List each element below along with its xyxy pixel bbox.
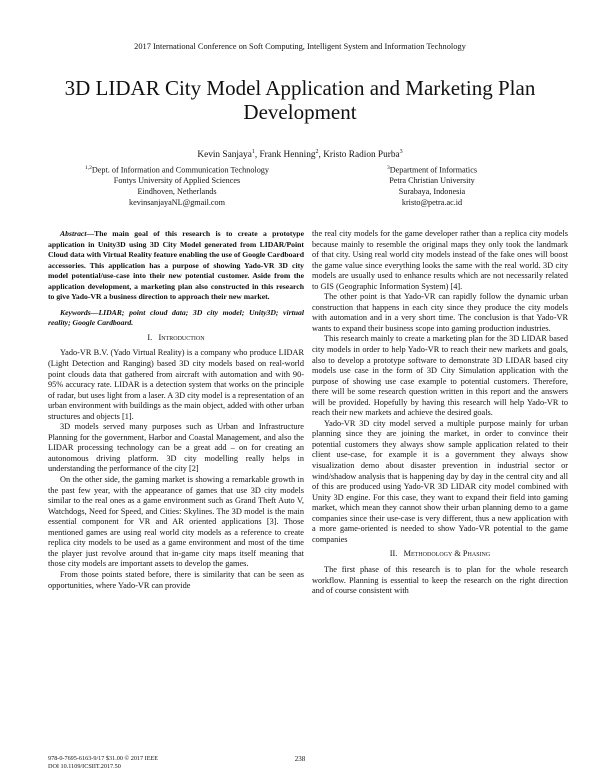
affiliation-superscript: 1,2	[85, 165, 92, 171]
abstract	[48, 229, 304, 303]
author-name: Frank Henning	[259, 150, 316, 161]
keywords-text: —LIDAR; point cloud data; 3D city model; Unity3D; virtual reality; Google Cardboard.	[48, 307, 304, 328]
body-paragraph: From those points stated before, there is similarity that can be seen as opportunities, where Yado-VR can provide	[48, 569, 304, 590]
author-name: Kevin Sanjaya	[197, 150, 252, 161]
page-number: 238	[294, 755, 306, 763]
body-paragraph: 3D models served many purposes such as Urban and Infrastructure Planning for the government, Harbor and Coastal Management, and also the LIDAR processing technology can be a great add – on for creating an autonomous driving platform. 3D city modelling really helps in understanding the performance of the city [2]	[48, 422, 304, 474]
conference-header: 2017 International Conference on Soft Computing, Intelligent System and Information Technology	[134, 42, 466, 51]
body-paragraph: On the other side, the gaming market is showing a remarkable growth in the past few year, with the appearance of games that use 3D city models similar to the real ones as a game environment such as Grand Theft Auto V, Watchdogs, Need for Speed, and Cities: Skylines. The 3D model is the main essential component for VR and AR oriented applications [3]. Those mentioned games are using real world city models as a reference to create replica city models to be used as a game environment and most of the time the player just revolve around that in-game city maps itself meaning that those city models are important assets to develop the games.	[48, 475, 304, 569]
affiliation-line: Dept. of Information and Communication Technology	[91, 165, 269, 175]
section-heading	[48, 333, 304, 344]
affiliation-right	[332, 163, 532, 208]
author-line: Kevin Sanjaya$^1$, Frank Henning$^2$, Kristo Radion Purba$^3$	[197, 149, 403, 161]
paper-title: 3D LIDAR City Model Application and Marketing Plan Development	[64, 76, 536, 124]
body-paragraph: The first phase of this research is to plan for the whole research workflow. Planning is essential to keep the research on the right direction and of course consistent with	[312, 564, 568, 596]
left-column	[48, 229, 304, 591]
author-superscript: 1	[251, 149, 255, 155]
author-superscript: 3	[399, 149, 403, 155]
body-paragraph: the real city models for the game developer rather than a replica city models because mainly to resemble the original maps they only took the landmark of that city. Using real world city models instead of the fake ones will boost the game value since everything looks the same with the real world. 3D city models are usually used to enhance results which are not necessarily related to GIS (Geographic Information System) [4].	[312, 229, 568, 291]
body-paragraph: Yado-VR B.V. (Yado Virtual Reality) is a company who produce LIDAR (Light Detection and Ranging) based 3D city models based on real-world point clouds data that gathered from aircraft with automation and with 90-95% accuracy rate. LIDAR is a detection system that works on the principle of radar, but uses light from a laser. A 3D city model is a representation of an urban environment with buildings as the main object, added with other urban structures and objects [1].	[48, 348, 304, 421]
affiliation-email[interactable]: kevinsanjayaNL@gmail.com	[129, 197, 225, 207]
keywords	[48, 308, 304, 329]
body-paragraph: This research mainly to create a marketing plan for the 3D LIDAR based city models in order to help Yado-VR to reach their new markets and goals, also to develop a prototype software to demonstrate 3D LIDAR based city models use case in the form of 3D City Simulation application with the purpose of showing use case example to potential customers. Therefore, there will be some research question written in this report and the answers will be provided. Hopefully by having this research will help Yado-VR to reach their new markets and achieve the desired goals.	[312, 334, 568, 418]
affiliation-email[interactable]: kristo@petra.ac.id	[401, 197, 463, 207]
affiliation-left	[52, 163, 302, 208]
keywords-label: Keywords	[60, 307, 91, 317]
affiliation-line: Petra Christian University	[389, 176, 475, 186]
author-name: Kristo Radion Purba	[323, 150, 400, 161]
abstract-text: —The main goal of this research is to create a prototype application in Unity3D using 3D City Model generated from LIDAR/Point Cloud data with Virtual Reality feature enabling the use of Google Cardboard accessories. This application has a purpose of showing Yado-VR 3D city model potential/use-case into their new potential customer. Aside from the application development, a marketing plan also constructed in this research to give Yado-VR a business direction to approach their new market.	[48, 229, 304, 302]
section-heading	[312, 549, 568, 560]
affiliation-line: Eindhoven, Netherlands	[137, 186, 217, 196]
section-title: Methodology & Phasing	[403, 549, 491, 559]
affiliation-line: Surabaya, Indonesia	[398, 186, 466, 196]
affiliation-line: Fontys University of Applied Sciences	[113, 176, 241, 186]
section-number: I.	[147, 332, 153, 342]
footer-isbn: 978-0-7695-6163-9/17 $31.00 © 2017 IEEE	[48, 755, 159, 762]
affiliation-superscript: 3	[386, 165, 390, 171]
right-column	[312, 229, 568, 597]
section-number: II.	[389, 549, 398, 559]
body-paragraph: Yado-VR 3D city model served a multiple purpose mainly for urban planning since they are joining the market, in order to convince their potential customers they always show sample application related to their client use-case, for example it is a government they always show visualization demo about disaster prevention in industrial sector or wind/shadow analysis that is happening day by day in the central city and all of this are produced using Yado-VR 3D LIDAR city model combined with Unity 3D engine. For this case, they want to expand their field into gaming market, which mean they cannot show their urban planning demo to a game companies since their use-case is very different, thus a new application with a more game-oriented is needed to show Yado-VR potential to the game companies	[312, 418, 568, 544]
body-paragraph: The other point is that Yado-VR can rapidly follow the dynamic urban construction that happens in each city since they produce the city models with automation and in a very short time. The conclusion is that Yado-VR wants to expand their business scope into gaming production industries.	[312, 292, 568, 333]
abstract-label: Abstract	[60, 229, 87, 238]
section-title: Introduction	[158, 332, 205, 342]
author-superscript: 2	[315, 149, 319, 155]
footer-doi: DOI 10.1109/ICSIIT.2017.50	[48, 762, 121, 770]
affiliation-line: Department of Informatics	[389, 165, 478, 175]
